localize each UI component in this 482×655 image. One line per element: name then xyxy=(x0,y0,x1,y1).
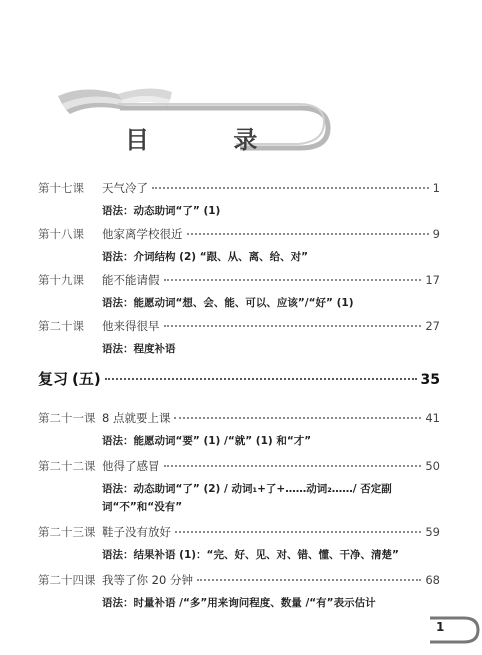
grammar-note: 语法：结果补语 (1)：“完、好、见、对、错、懂、干净、清楚” xyxy=(102,549,399,561)
page-number: 1 xyxy=(436,620,445,634)
page-ref: 41 xyxy=(425,411,440,425)
leader-dots xyxy=(152,187,429,189)
page-tab-shape xyxy=(424,614,482,646)
page-ref: 1 xyxy=(432,181,440,195)
lesson-title: 他家离学校很近 xyxy=(102,227,183,241)
leader-dots xyxy=(175,531,421,533)
grammar-note: 语法：程度补语 xyxy=(102,343,176,355)
grammar-note: 语法：时量补语 /“多”用来询问程度、数量 /“有”表示估计 xyxy=(102,597,376,609)
leader-dots xyxy=(164,465,422,467)
grammar-note: 语法：能愿动词“想、会、能、可以、应该”/“好” (1) xyxy=(102,297,354,309)
lesson-title: 他来得很早 xyxy=(102,319,160,333)
leader-dots xyxy=(197,579,421,581)
grammar-note: 语法：介词结构 (2) “跟、从、离、给、对” xyxy=(102,251,309,263)
lesson-title: 我等了你 20 分钟 xyxy=(102,573,193,587)
leader-dots xyxy=(164,325,422,327)
review-number: (五) xyxy=(72,370,101,388)
grammar-note: 语法：动态助词“了” (1) xyxy=(102,205,221,217)
page-ref: 9 xyxy=(432,227,440,241)
lesson-title: 鞋子没有放好 xyxy=(102,525,171,539)
leader-dots xyxy=(164,279,422,281)
toc-entry[interactable] xyxy=(38,272,440,312)
toc-entry[interactable] xyxy=(38,226,440,266)
leader-dots xyxy=(174,417,421,419)
page-ref: 17 xyxy=(425,273,440,287)
lesson-number: 第二十三课 xyxy=(38,525,96,539)
lesson-number: 第十八课 xyxy=(38,227,84,241)
toc-entry[interactable] xyxy=(38,410,440,450)
toc-entry[interactable] xyxy=(38,180,440,220)
lesson-title: 能不能请假 xyxy=(102,273,160,287)
toc-title: 目 录 xyxy=(125,126,296,154)
lesson-number: 第二十一课 xyxy=(38,411,96,425)
page-ref: 68 xyxy=(425,573,440,587)
page-number-tab xyxy=(424,614,482,646)
grammar-note: 语法：动态助词“了” (2) / 动词₁+了+……动词₂……/ 否定副词“不”和“没有” xyxy=(102,483,392,513)
lesson-number: 第二十二课 xyxy=(38,459,96,473)
toc-entry-review[interactable] xyxy=(38,368,440,389)
toc-entry[interactable] xyxy=(38,458,440,516)
toc-entry[interactable] xyxy=(38,524,440,564)
page-ref: 50 xyxy=(425,459,440,473)
page-ref: 35 xyxy=(420,372,440,388)
review-label: 复习 xyxy=(38,370,69,388)
lesson-number: 第二十课 xyxy=(38,319,84,333)
lesson-title: 8 点就要上课 xyxy=(102,411,171,425)
page-ref: 27 xyxy=(425,319,440,333)
grammar-note: 语法：能愿动词“要” (1) /“就” (1) 和“才” xyxy=(102,435,312,447)
page-ref: 59 xyxy=(425,525,440,539)
leader-dots xyxy=(105,378,417,380)
lesson-title: 天气冷了 xyxy=(102,181,148,195)
toc-entry[interactable] xyxy=(38,572,440,612)
lesson-title: 他得了感冒 xyxy=(102,459,160,473)
lesson-number: 第十七课 xyxy=(38,181,84,195)
toc-entry[interactable] xyxy=(38,318,440,358)
toc-header xyxy=(0,0,482,170)
lesson-number: 第二十四课 xyxy=(38,573,96,587)
lesson-number: 第十九课 xyxy=(38,273,84,287)
leader-dots xyxy=(187,233,429,235)
